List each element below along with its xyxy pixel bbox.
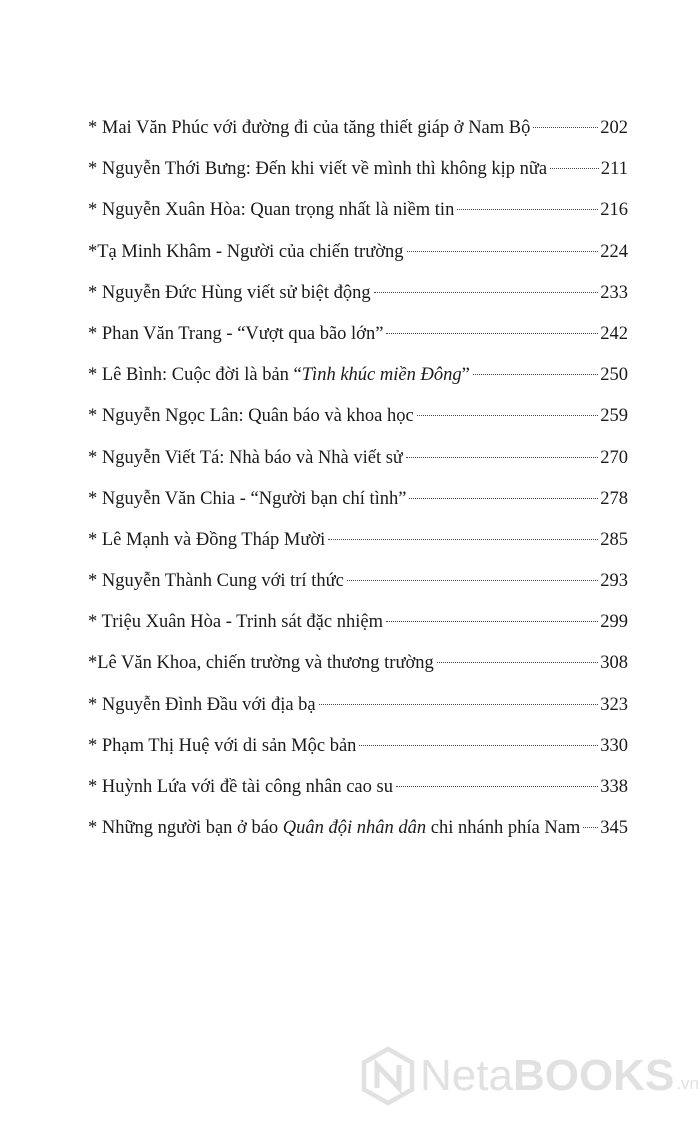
dot-leader <box>386 333 598 334</box>
toc-page-number: 323 <box>600 694 628 715</box>
toc-entry[interactable] <box>88 438 628 479</box>
toc-entry-title: * Nguyễn Xuân Hòa: Quan trọng nhất là niềm tin <box>88 200 455 221</box>
toc-page-number: 345 <box>600 818 628 839</box>
toc-entry[interactable] <box>88 602 628 643</box>
toc-entry-title: *Tạ Minh Khâm - Người của chiến trường <box>88 241 404 262</box>
toc-entry-title: * Nguyễn Đình Đầu với địa bạ <box>88 694 316 715</box>
toc-page-number: 270 <box>600 447 628 468</box>
toc-page-number: 233 <box>600 282 628 303</box>
toc-page-number: 202 <box>600 118 628 138</box>
toc-page-number: 299 <box>600 612 628 633</box>
toc-entry-title: * Lê Bình: Cuộc đời là bản “Tình khúc miền Đông” <box>88 365 470 386</box>
dot-leader <box>409 498 598 499</box>
toc-page-number: 216 <box>600 200 628 221</box>
toc-entry[interactable] <box>88 561 628 602</box>
toc-entry[interactable] <box>88 273 628 314</box>
dot-leader <box>396 786 598 787</box>
toc-page-number: 242 <box>600 323 628 344</box>
watermark-brand: NetaBOOKS <box>420 1051 675 1100</box>
dot-leader <box>473 374 598 375</box>
dot-leader <box>359 745 598 746</box>
toc-entry-title: * Phạm Thị Huệ với di sản Mộc bản <box>88 735 357 756</box>
toc-entry[interactable] <box>88 479 628 520</box>
dot-leader <box>386 621 598 622</box>
toc-entry[interactable] <box>88 232 628 273</box>
watermark-domain-suffix: .vn <box>676 1074 699 1093</box>
toc-page-number: 293 <box>600 571 628 592</box>
dot-leader <box>550 168 599 169</box>
toc-entry[interactable] <box>88 396 628 437</box>
dot-leader <box>457 209 598 210</box>
toc-page-number: 338 <box>600 777 628 797</box>
toc-entry-title: * Triệu Xuân Hòa - Trinh sát đặc nhiệm <box>88 612 383 633</box>
toc-page-number: 250 <box>600 365 628 386</box>
table-of-contents <box>88 108 628 849</box>
toc-page-number: 308 <box>600 653 628 674</box>
toc-page-number: 330 <box>600 735 628 756</box>
toc-entry[interactable] <box>88 355 628 396</box>
dot-leader <box>437 662 598 663</box>
toc-page-number: 259 <box>600 406 628 427</box>
toc-entry[interactable] <box>88 643 628 684</box>
netabooks-watermark <box>360 1046 699 1106</box>
dot-leader <box>533 127 598 128</box>
toc-entry-title: * Mai Văn Phúc với đường đi của tăng thiết giáp ở Nam Bộ <box>88 118 531 138</box>
toc-entry-title: * Huỳnh Lứa với đề tài công nhân cao su <box>88 777 393 797</box>
toc-entry[interactable] <box>88 149 628 190</box>
dot-leader <box>406 457 598 458</box>
toc-page-number: 278 <box>600 488 628 509</box>
toc-entry-title: * Nguyễn Thành Cung với trí thức <box>88 571 344 592</box>
toc-entry[interactable] <box>88 685 628 726</box>
toc-entry[interactable] <box>88 808 628 849</box>
toc-entry[interactable] <box>88 520 628 561</box>
toc-entry[interactable] <box>88 190 628 231</box>
toc-page-number: 211 <box>600 159 628 180</box>
dot-leader <box>374 292 599 293</box>
toc-page-number: 224 <box>600 241 628 262</box>
toc-entry-title: * Nguyễn Văn Chia - “Người bạn chí tình” <box>88 488 407 509</box>
dot-leader <box>583 827 598 828</box>
toc-page-number: 285 <box>600 529 628 550</box>
toc-entry[interactable] <box>88 767 628 808</box>
toc-entry-title: * Lê Mạnh và Đồng Tháp Mười <box>88 529 326 550</box>
toc-entry-title: * Nguyễn Ngọc Lân: Quân báo và khoa học <box>88 406 414 427</box>
toc-entry-title: * Phan Văn Trang - “Vượt qua bão lớn” <box>88 323 384 344</box>
toc-entry[interactable] <box>88 726 628 767</box>
netabooks-n-logo-icon <box>360 1046 416 1106</box>
dot-leader <box>347 580 598 581</box>
toc-entry-title: * Nguyễn Viết Tá: Nhà báo và Nhà viết sử <box>88 447 403 468</box>
toc-entry-title: * Những người bạn ở báo Quân đội nhân dân chi nhánh phía Nam <box>88 818 581 839</box>
toc-entry-title: * Nguyễn Thới Bưng: Đến khi viết về mình thì không kịp nữa <box>88 159 548 180</box>
dot-leader <box>407 251 599 252</box>
toc-entry-title: *Lê Văn Khoa, chiến trường và thương trường <box>88 653 434 674</box>
dot-leader <box>328 539 598 540</box>
dot-leader <box>417 415 599 416</box>
toc-entry[interactable] <box>88 108 628 149</box>
dot-leader <box>319 704 599 705</box>
toc-entry-title: * Nguyễn Đức Hùng viết sử biệt động <box>88 282 371 303</box>
toc-entry[interactable] <box>88 314 628 355</box>
